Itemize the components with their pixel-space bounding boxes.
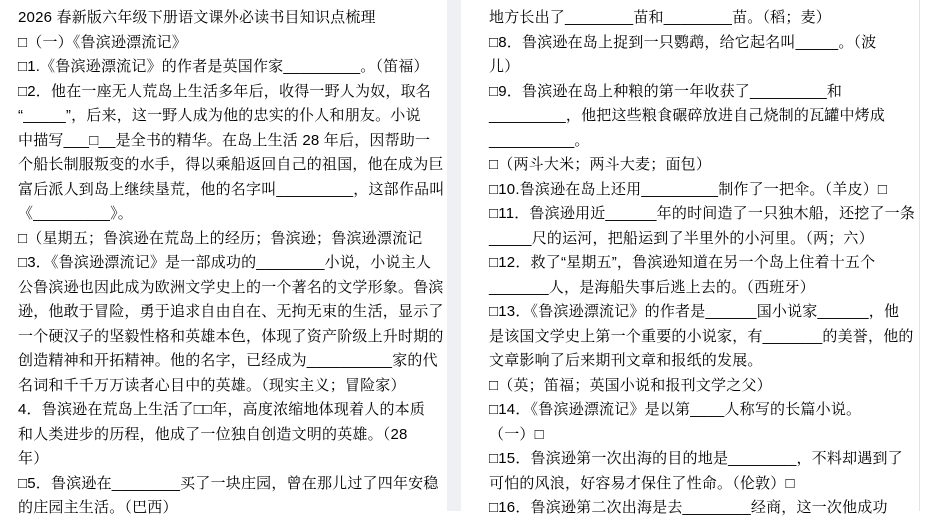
- text-line: （一）□: [489, 425, 544, 443]
- text-line: 公鲁滨逊也因此成为欧洲文学史上的一个著名的文学形象。鲁滨: [18, 278, 444, 296]
- text-line: 富后派人到岛上继续垦荒，他的名字叫_________，这部作品叫: [18, 180, 445, 198]
- text-line: 《_________》。: [18, 205, 133, 222]
- right-column: [489, 6, 916, 521]
- text-line: 年）: [18, 450, 49, 467]
- text-line: 文章影响了后来期刊文章和报纸的发展。: [489, 352, 763, 369]
- text-line: □11．鲁滨逊用近______年的时间造了一只独木船，还挖了一条: [489, 205, 916, 222]
- text-line: □9．鲁滨逊在岛上种粮的第一年收获了_________和: [489, 82, 843, 100]
- text-line: □（英；笛福；英国小说和报刊文学之父）: [489, 376, 772, 394]
- text-line: 儿）: [489, 58, 520, 75]
- text-line: __________。: [489, 131, 590, 149]
- text-line: 4．鲁滨逊在荒岛上生活了□□年，高度浓缩地体现着人的本质: [18, 401, 426, 418]
- text-line: □14．《鲁滨逊漂流记》是以第____人称写的长篇小说。: [489, 401, 862, 418]
- text-line: □10.鲁滨逊在岛上还用_________制作了一把伞。（羊皮）□: [489, 180, 888, 198]
- text-line: _______人，是海船失事后逃上去的。（西班牙）: [489, 278, 815, 296]
- text-line: □8．鲁滨逊在岛上捉到一只鹦鹉，给它起名叫_____。（波: [489, 33, 877, 51]
- text-line: _________，他把这些粮食碾碎放进自己烧制的瓦罐中烤成: [489, 107, 886, 124]
- text-line: 是该国文学史上第一个重要的小说家，有_______的美誉，他的: [489, 327, 914, 345]
- text-line: 名词和千千万万读者心目中的英雄。（现实主义；冒险家）: [18, 376, 406, 394]
- page-title: 2026 春新版六年级下册语文课外必读书目知识点梳理: [18, 9, 376, 26]
- text-line: □15．鲁滨逊第一次出海的目的地是________，不料却遇到了: [489, 450, 903, 467]
- text-line: □2．他在一座无人荒岛上生活多年后，收得一野人为奴，取名: [18, 82, 432, 100]
- text-line: 个船长制服叛变的水手，得以乘船返回自己的祖国，他在成为巨: [18, 156, 444, 173]
- text-line: □13．《鲁滨逊漂流记》的作者是______国小说家______，他: [489, 303, 900, 320]
- text-line: □1.《鲁滨逊漂流记》的作者是英国作家_________。（笛福）: [18, 58, 429, 75]
- text-line: □（一）《鲁滨逊漂流记》: [18, 33, 187, 51]
- text-line: 创造精神和开拓精神。他的名字，已经成为__________家的代: [18, 352, 438, 369]
- text-line: 的庄园主生活。（巴西）: [18, 499, 178, 516]
- text-line: 和人类进步的历程，他成了一位独自创造文明的英雄。（28: [18, 425, 408, 443]
- text-line: □12．救了“星期五”，鲁滨逊知道在另一个岛上住着十五个: [489, 254, 876, 271]
- text-line: □（两斗大米；两斗大麦；面包）: [489, 156, 712, 173]
- text-line: 地方长出了________苗和________苗。（稻；麦）: [489, 9, 831, 26]
- left-column: [18, 6, 450, 521]
- page-right-edge: [919, 0, 920, 511]
- text-line: □5．鲁滨逊在________买了一块庄园，曾在那儿过了四年安稳: [18, 474, 439, 492]
- text-line: _____尺的运河，把船运到了半里外的小河里。（两；六）: [489, 229, 874, 247]
- text-line: 一个硬汉子的坚毅性格和英雄本色，体现了资产阶级上升时期的: [18, 327, 444, 345]
- text-line: 中描写___□__是全书的精华。在岛上生活 28 年后，因帮助一: [18, 131, 431, 149]
- text-line: □3．《鲁滨逊漂流记》是一部成功的________小说，小说主人: [18, 254, 432, 271]
- text-line: 可怕的风浪，好容易才保住了性命。（伦敦）□: [489, 474, 795, 492]
- text-line: □16．鲁滨逊第二次出海是去________经商，这一次他成功: [489, 499, 888, 516]
- text-line: □（星期五；鲁滨逊在荒岛上的经历；鲁滨逊；鲁滨逊漂流记: [18, 229, 423, 247]
- text-line: 逊，他敢于冒险，勇于追求自由自在、无拘无束的生活，显示了: [18, 303, 444, 320]
- column-divider: [447, 0, 461, 511]
- text-line: “_____”，后来，这一野人成为他的忠实的仆人和朋友。小说: [18, 107, 421, 124]
